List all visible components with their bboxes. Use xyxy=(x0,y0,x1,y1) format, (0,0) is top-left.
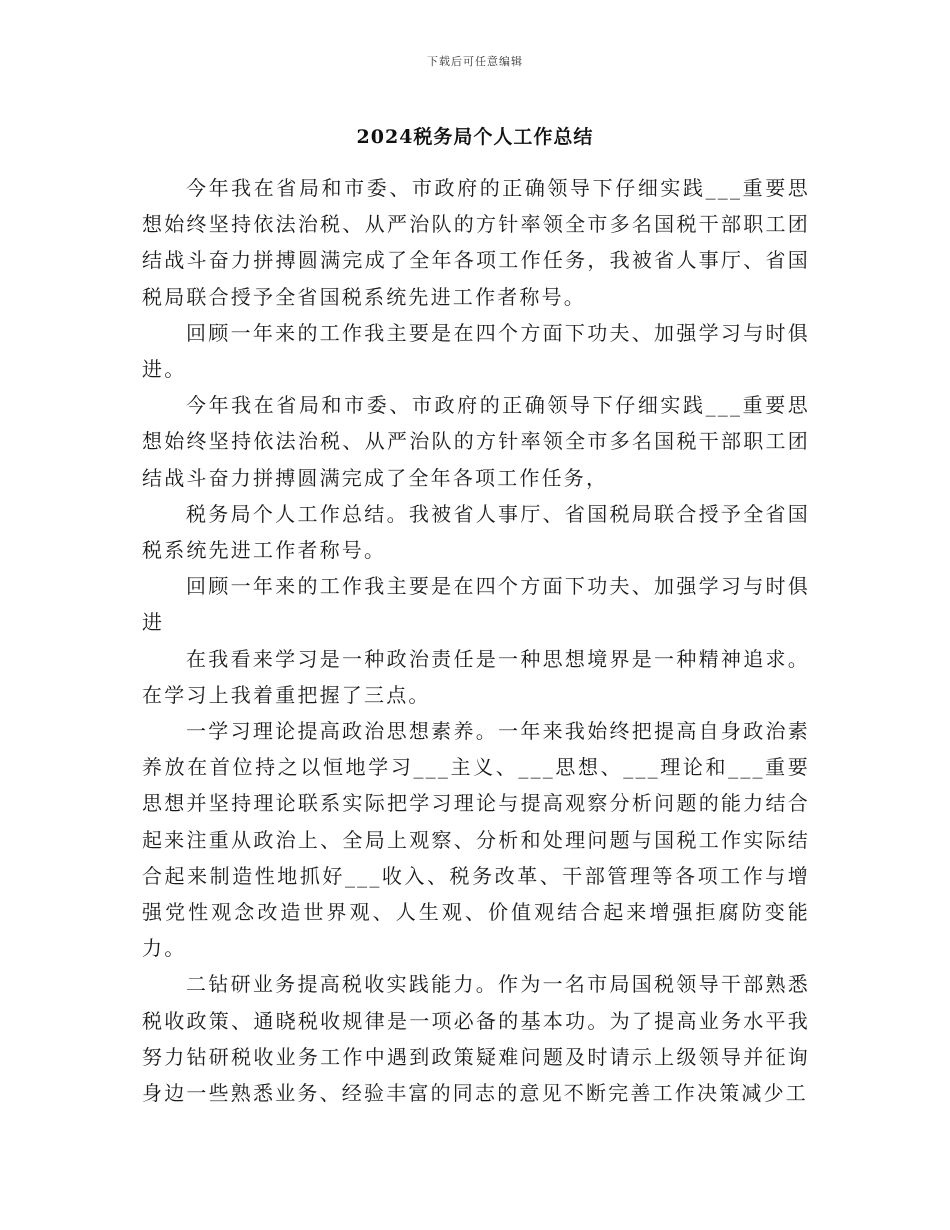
document-title: 2024税务局个人工作总结 xyxy=(356,126,594,148)
paragraph: 今年我在省局和市委、市政府的正确领导下仔细实践___重要思想始终坚持依法治税、从严治队的方针率领全市多名国税干部职工团结战斗奋力拼搏圆满完成了全年各项工作任务， xyxy=(142,393,810,490)
header-note: 下载后可任意编辑 xyxy=(427,55,523,68)
paragraph: 税务局个人工作总结。我被省人事厅、省国税局联合授予全省国税系统先进工作者称号。 xyxy=(142,501,810,563)
paragraph: 一学习理论提高政治思想素养。一年来我始终把提高自身政治素养放在首位持之以恒地学习___主义、___思想、___理论和___重要思想并坚持理论联系实际把学习理论与提高观察分析问题的能力结合起来注重从政治上、全局上观察、分析和处理问题与国税工作实际结合起来制造性地抓好___收入、税务改革、干部管理等各项工作与增强党性观念改造世界观、人生观、价值观结合起来增强拒腐防变能力。 xyxy=(142,719,810,961)
paragraph: 在我看来学习是一种政治责任是一种思想境界是一种精神追求。在学习上我着重把握了三点。 xyxy=(142,646,810,707)
paragraph: 回顾一年来的工作我主要是在四个方面下功夫、加强学习与时俱进 xyxy=(142,574,810,635)
paragraph: 今年我在省局和市委、市政府的正确领导下仔细实践___重要思想始终坚持依法治税、从严治队的方针率领全市多名国税干部职工团结战斗奋力拼搏圆满完成了全年各项工作任务，我被省人事厅、省国税局联合授予全省国税系统先进工作者称号。 xyxy=(142,176,810,309)
paragraph: 二钻研业务提高税收实践能力。作为一名市局国税领导干部熟悉税收政策、通晓税收规律是一项必备的基本功。为了提高业务水平我努力钻研税收业务工作中遇到政策疑难问题及时请示上级领导并征询身边一些熟悉业务、经验丰富的同志的意见不断完善工作决策减少工 xyxy=(142,972,810,1106)
document-body xyxy=(142,170,810,1111)
paragraph: 回顾一年来的工作我主要是在四个方面下功夫、加强学习与时俱进。 xyxy=(142,320,810,382)
